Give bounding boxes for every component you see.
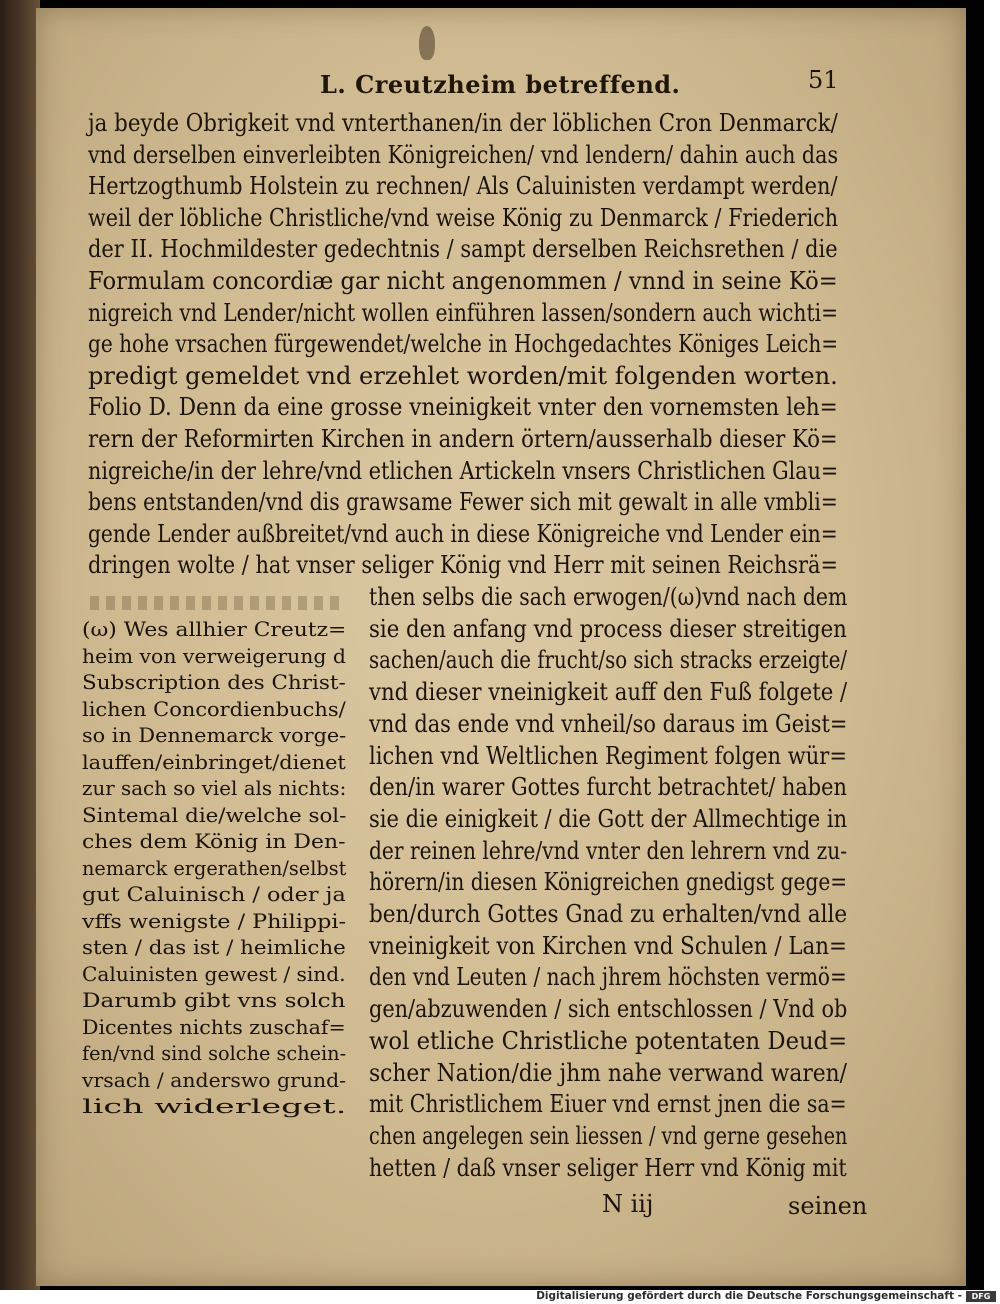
text-line: (ω) Wes allhier Creutz= <box>82 617 347 641</box>
text-line: vnd derselben einverleibten Königreichen/ vnd lendern/ dahin auch das <box>88 139 839 169</box>
text-line: vnd das ende vnd vnheil/so daraus im Geist= <box>369 708 848 738</box>
text-line: der reinen lehre/vnd vnter den lehrern vnd zu- <box>369 835 848 865</box>
text-line: Formulam concordiæ gar nicht angenommen / vnnd in seine Kö= <box>88 266 838 295</box>
text-line: hetten / daß vnser seliger Herr vnd König mit <box>369 1152 847 1182</box>
text-line: ge hohe vrsachen fürgewendet/welche in Hochgedachtes Königes Leich= <box>88 329 839 359</box>
text-line: then selbs die sach erwogen/(ω)vnd nach dem <box>369 582 848 611</box>
book-edge <box>0 0 40 1290</box>
text-line: nigreich vnd Lender/nicht wollen einführen lassen/sondern auch wichti= <box>88 297 839 327</box>
text-line: den vnd Leuten / nach jhrem höchsten vermö= <box>369 962 847 992</box>
catchword: seinen <box>788 1192 868 1220</box>
text-line: lichen Concordienbuchs/ <box>82 696 346 721</box>
dfg-logo: DFG <box>966 1291 996 1302</box>
text-line: sten / das ist / heimliche <box>82 935 346 959</box>
text-line: nemarck ergerathen/selbst <box>82 855 347 880</box>
footer-credit: Digitalisierung gefördert durch die Deutsche Forschungsgemeinschaft - <box>536 1290 962 1302</box>
text-line: so in Dennemarck vorge- <box>82 723 347 747</box>
running-head: L. Creutzheim betreffend. <box>320 70 681 99</box>
text-line: dringen wolte / hat vnser seliger König vnd Herr mit seinen Reichsrä= <box>88 550 838 580</box>
text-line: hörern/in diesen Königreichen gnedigst gege= <box>369 867 848 897</box>
text-line: wol etliche Christliche potentaten Deud= <box>369 1025 848 1055</box>
text-line: heim von verweigerung d <box>82 643 346 668</box>
text-line: der II. Hochmildester gedechtnis / sampt derselben Reichsrethen / die <box>88 234 838 264</box>
text-line: lich widerleget. <box>82 1094 347 1118</box>
text-line: lauffen/einbringet/dienet <box>82 749 346 774</box>
faded-print-row <box>90 596 340 610</box>
text-line: rern der Reformirten Kirchen in andern örtern/ausserhalb dieser Kö= <box>88 424 838 453</box>
text-line: mit Christlichem Eiuer vnd ernst jnen die sa= <box>369 1089 847 1119</box>
text-line: vnd dieser vneinigkeit auff den Fuß folgete / <box>369 677 848 707</box>
book-page <box>36 8 966 1286</box>
text-line: weil der löbliche Christliche/vnd weise König zu Denmarck / Friederich <box>88 202 839 232</box>
text-line: scher Nation/die jhm nahe verwand waren/ <box>369 1057 847 1087</box>
text-line: gen/abzuwenden / sich entschlossen / Vnd ob <box>369 994 848 1024</box>
text-line: Darumb gibt vns solch <box>82 988 346 1012</box>
ornament-mark <box>419 26 435 60</box>
text-line: predigt gemeldet vnd erzehlet worden/mit folgenden worten. <box>88 360 838 390</box>
text-line: lichen vnd Weltlichen Regiment folgen wür= <box>369 740 847 770</box>
text-line: sie die einigkeit / die Gott der Allmechtige in <box>369 803 848 833</box>
text-line: fen/vnd sind solche schein- <box>82 1041 347 1065</box>
text-line: Folio D. Denn da eine grosse vneinigkeit vnter den vornemsten leh= <box>88 392 838 422</box>
text-line: vneinigkeit von Kirchen vnd Schulen / Lan= <box>369 930 847 960</box>
text-line: gut Caluinisch / oder ja <box>82 882 346 906</box>
text-line: gende Lender außbreitet/vnd auch in diese Königreiche vnd Lender ein= <box>88 518 838 548</box>
text-line: ches dem König in Den- <box>82 829 346 853</box>
text-line: bens entstanden/vnd dis grawsame Fewer sich mit gewalt in alle vmbli= <box>88 487 838 517</box>
text-line: ja beyde Obrigkeit vnd vnterthanen/in der löblichen Cron Denmarck/ <box>88 108 838 137</box>
text-line: zur sach so viel als nichts: <box>82 776 347 800</box>
text-line: Hertzogthumb Holstein zu rechnen/ Als Caluinisten verdampt werden/ <box>88 171 838 201</box>
page-number: 51 <box>808 66 839 94</box>
text-line: Caluinisten gewest / sind. <box>82 961 346 986</box>
text-line: Subscription des Christ- <box>82 670 346 694</box>
text-line: nigreiche/in der lehre/vnd etlichen Artickeln vnsers Christlichen Glau= <box>88 455 839 485</box>
text-line: sie den anfang vnd process dieser streitigen <box>369 613 847 643</box>
text-line: Dicentes nichts zuschaf= <box>82 1014 346 1039</box>
text-line: ben/durch Gottes Gnad zu erhalten/vnd alle <box>369 899 848 928</box>
text-line: vffs wenigste / Philippi- <box>82 908 347 933</box>
text-line: sachen/auch die frucht/so sich stracks erzeigte/ <box>369 645 848 675</box>
text-line: Sintemal die/welche sol- <box>82 802 347 827</box>
signature-mark: N iij <box>602 1190 654 1218</box>
text-line: vrsach / anderswo grund- <box>82 1067 347 1092</box>
footer-bar <box>0 1290 1000 1304</box>
text-line: chen angelegen sein liessen / vnd gerne gesehen <box>369 1120 848 1150</box>
text-line: den/in warer Gottes furcht betrachtet/ haben <box>369 772 847 802</box>
